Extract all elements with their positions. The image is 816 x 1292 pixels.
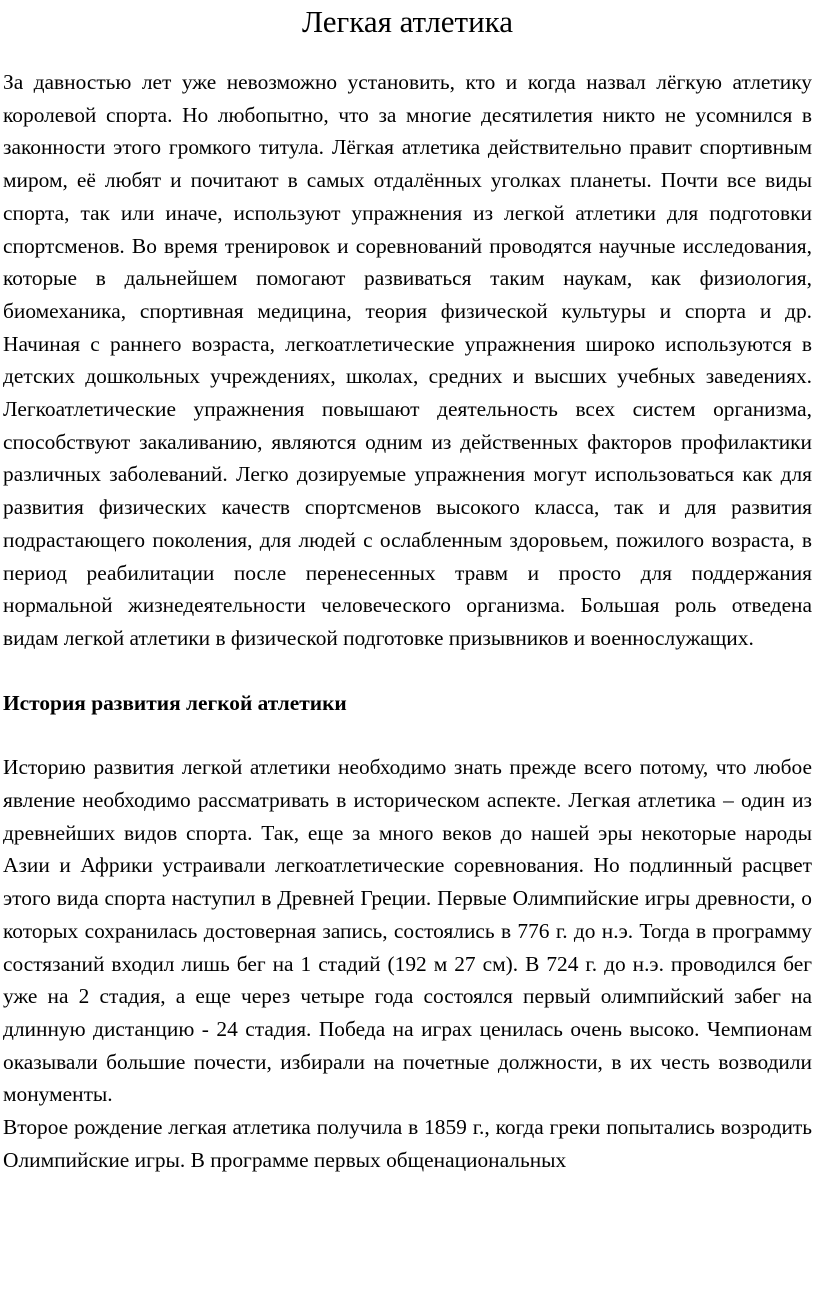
intro-paragraph: За давностью лет уже невозможно установить, кто и когда назвал лёгкую атлетику королевой спорта. Но любопытно, что за многие десятилетия никто не усомнился в законности этого громкого титула. Лёгкая атлетика действительно правит спортивным миром, её любят и почитают в самых отдалённых уголках планеты. Почти все виды спорта, так или иначе, используют упражнения из легкой атлетики для подготовки спортсменов. Во время тренировок и соревнований проводятся научные исследования, которые в дальнейшем помогают развиваться таким наукам, как физиология, биомеханика, спортивная медицина, теория физической культуры и спорта и др. Начиная с раннего возраста, легкоатлетические упражнения широко используются в детских дошкольных учреждениях, школах, средних и высших учебных заведениях. Легкоатлетические упражнения повышают деятельность всех систем организма, способствуют закаливанию, являются одним из действенных факторов профилактики различных заболеваний. Легко дозируемые упражнения могут использоваться как для развития физических качеств спортсменов высокого класса, так и для развития подрастающего поколения, для людей с ослабленным здоровьем, пожилого возраста, в период реабилитации после перенесенных травм и просто для поддержания нормальной жизнедеятельности человеческого организма. Большая роль отведена видам легкой атлетики в физической подготовке призывников и военнослужащих. [3, 70, 812, 650]
history-paragraph-continued: Второе рождение легкая атлетика получила в 1859 г., когда греки попытались возродить Олимпийские игры. В программе первых общенациональных [3, 1115, 812, 1172]
document-title: Легкая атлетика [301, 4, 514, 39]
history-paragraph: Историю развития легкой атлетики необходимо знать прежде всего потому, что любое явление необходимо рассматривать в историческом аспекте. Легкая атлетика – один из древнейших видов спорта. Так, еще за много веков до нашей эры некоторые народы Азии и Африки устраивали легкоатлетические соревнования. Но подлинный расцвет этого вида спорта наступил в Древней Греции. Первые Олимпийские игры древности, о которых сохранилась достоверная запись, состоялись в 776 г. до н.э. Тогда в программу состязаний входил лишь бег на 1 стадий (192 м 27 см). В 724 г. до н.э. проводился бег уже на 2 стадия, а еще через четыре года состоялся первый олимпийский забег на длинную дистанцию - 24 стадия. Победа на играх ценилась очень высоко. Чемпионам оказывали большие почести, избирали на почетные должности, в их честь возводили монументы. [3, 755, 812, 1107]
section-heading: История развития легкой атлетики [3, 690, 347, 715]
